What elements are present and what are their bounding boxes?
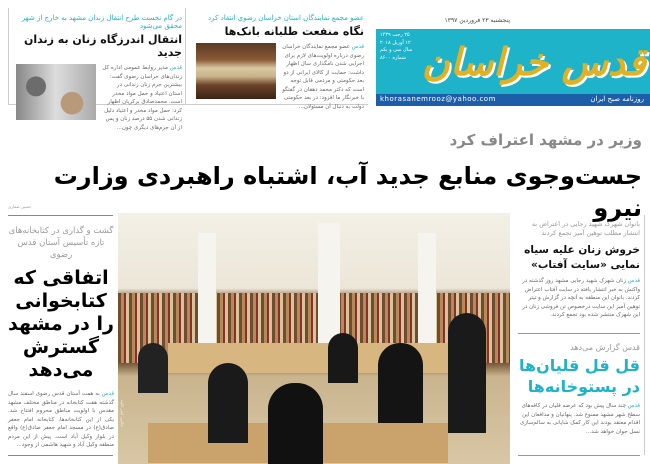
story-source: قدس xyxy=(351,44,364,50)
byline: حسین صفاری xyxy=(8,204,32,209)
story-kicker: عضو مجمع نمایندگان استان خراسان رضوی انتقاد کرد xyxy=(208,14,364,22)
story-body: عضو مجمع نمایندگان خراسان رضوی درباره اولویت‌های لازم برای اجرایی شدن نامگذاری سال اظهار داشت: حمایت از کالای ایرانی از دو بعد حکومتی و مردمی قابل توجه است که دکتر محمد دهقان در گفتگو با خبرنگار ما افزود: در بعد حکومتی دولت به دنبال آن مسئولان... xyxy=(282,44,364,110)
lead-kicker: وزیر در مشهد اعتراف کرد xyxy=(449,131,642,149)
top-story-1[interactable] xyxy=(192,14,364,110)
lead-headline[interactable]: جست‌وجوی منابع جدید آب، اشتباه راهبردی وزارت نیرو xyxy=(53,162,642,222)
date-persian: پنجشنبه ۲۳ فروردین ۱۳۹۷ xyxy=(444,17,510,24)
story-title[interactable]: قل قل قلیان‌ها در پستوخانه‌ها xyxy=(519,356,640,396)
story-source: قدس xyxy=(627,403,640,409)
women-prison-photo xyxy=(16,64,96,120)
story-title[interactable]: خروش زنان علیه سیاه نمایی «سایت آفتاب» xyxy=(524,244,640,271)
right-story-2[interactable] xyxy=(518,343,640,436)
tagline: روزنامه صبح ایران xyxy=(590,95,644,103)
story-title[interactable]: انتقال اندرزگاه زنان به زندان جدید xyxy=(23,33,182,59)
issue-number: شماره ۸۶۰۰ xyxy=(380,54,406,61)
story-source: قدس xyxy=(169,65,182,71)
story-kicker: در گام نخست طرح انتقال زندان مشهد به خارج از شهر محقق می‌شود xyxy=(21,14,182,30)
top-story-2[interactable] xyxy=(14,14,182,131)
email[interactable]: khorasanemrooz@yahoo.com xyxy=(380,95,496,103)
date-hijri: ۲۵ رجب ۱۴۳۹ xyxy=(380,32,410,38)
story-source: قدس xyxy=(627,278,640,284)
story-body: به همت آستان قدس رضوی اسفند سال گذشته هفت کتابخانه در مناطق مختلف مشهد مقدس با اولویت مناطق محروم افتتاح شد. یکی از این کتابخانه‌ها، کتابخانه امام جعفر صادق(ع) در مسجد امام جعفر صادق(ع) واقع در بلوار وکیل آباد است. پیش از این مردم منطقه وکیل آباد و شهید هاشمی از وجود... xyxy=(8,391,114,448)
year: سال سی و یکم xyxy=(380,47,413,53)
story-kicker: گشت و گذاری در کتابخانه‌های تازه تأسیس آستان قدس رضوی xyxy=(8,226,114,260)
story-body: چند سال پیش بود که عرضه قلیان در کافه‌های سطح شهر مشهد ممنوع شد. پنهانیان و مدافعان این اقدام معتقد بودند این کار کمک شایانی به سالم‌سازی نسل جوان خواهد شد... xyxy=(520,403,640,435)
story-kicker: بانوان شهرک شهید رجایی در اعتراض به انتشار مطلب توهین آمیز تجمع کردند xyxy=(531,220,640,237)
bank-desk-photo xyxy=(196,43,276,99)
story-body: مدیر روابط عمومی اداره کل زندان‌های خراسان رضوی گفت: بیشترین جرم زنان زندانی در استان اعتیاد و حمل مواد مخدر است. محمدصادق برکریان اظهار کرد: حمل مواد مخدر و اعتیاد دلیل زندانی شدن ۵۵ درصد زنان و پس از آن جرم‌های دیگری چون... xyxy=(102,65,182,131)
right-story-1[interactable] xyxy=(518,220,640,318)
date-gregorian: ۱۲ آوریل ۲۰۱۸ xyxy=(380,39,411,46)
story-kicker: قدس گزارش می‌دهد xyxy=(570,343,640,352)
story-title[interactable]: نگاه منفعت طلبانه بانک‌ها xyxy=(224,25,364,38)
masthead xyxy=(376,0,650,106)
logo: قدس خراسان xyxy=(421,39,646,84)
left-story[interactable] xyxy=(8,225,114,460)
story-body: زنان شهرک شهید رجایی مشهد روز گذشته در واکنش به خبر انتشار یافته در سایت آفتاب اعتراض کردند. بانوان این منطقه به آنچه در گزارش و تیتر توهین آمیز این سایت درخصوص تن فروشی زنان در این شهرک منتشر شده بود تجمع کردند. xyxy=(522,278,640,318)
photo-credit: عکس: امیر کاوه xyxy=(120,400,125,428)
story-title[interactable]: اتفاقی که کتابخوانی را در مشهد گسترش می‌دهد xyxy=(8,267,114,381)
library-photo xyxy=(118,213,510,464)
story-source: قدس xyxy=(101,391,114,397)
